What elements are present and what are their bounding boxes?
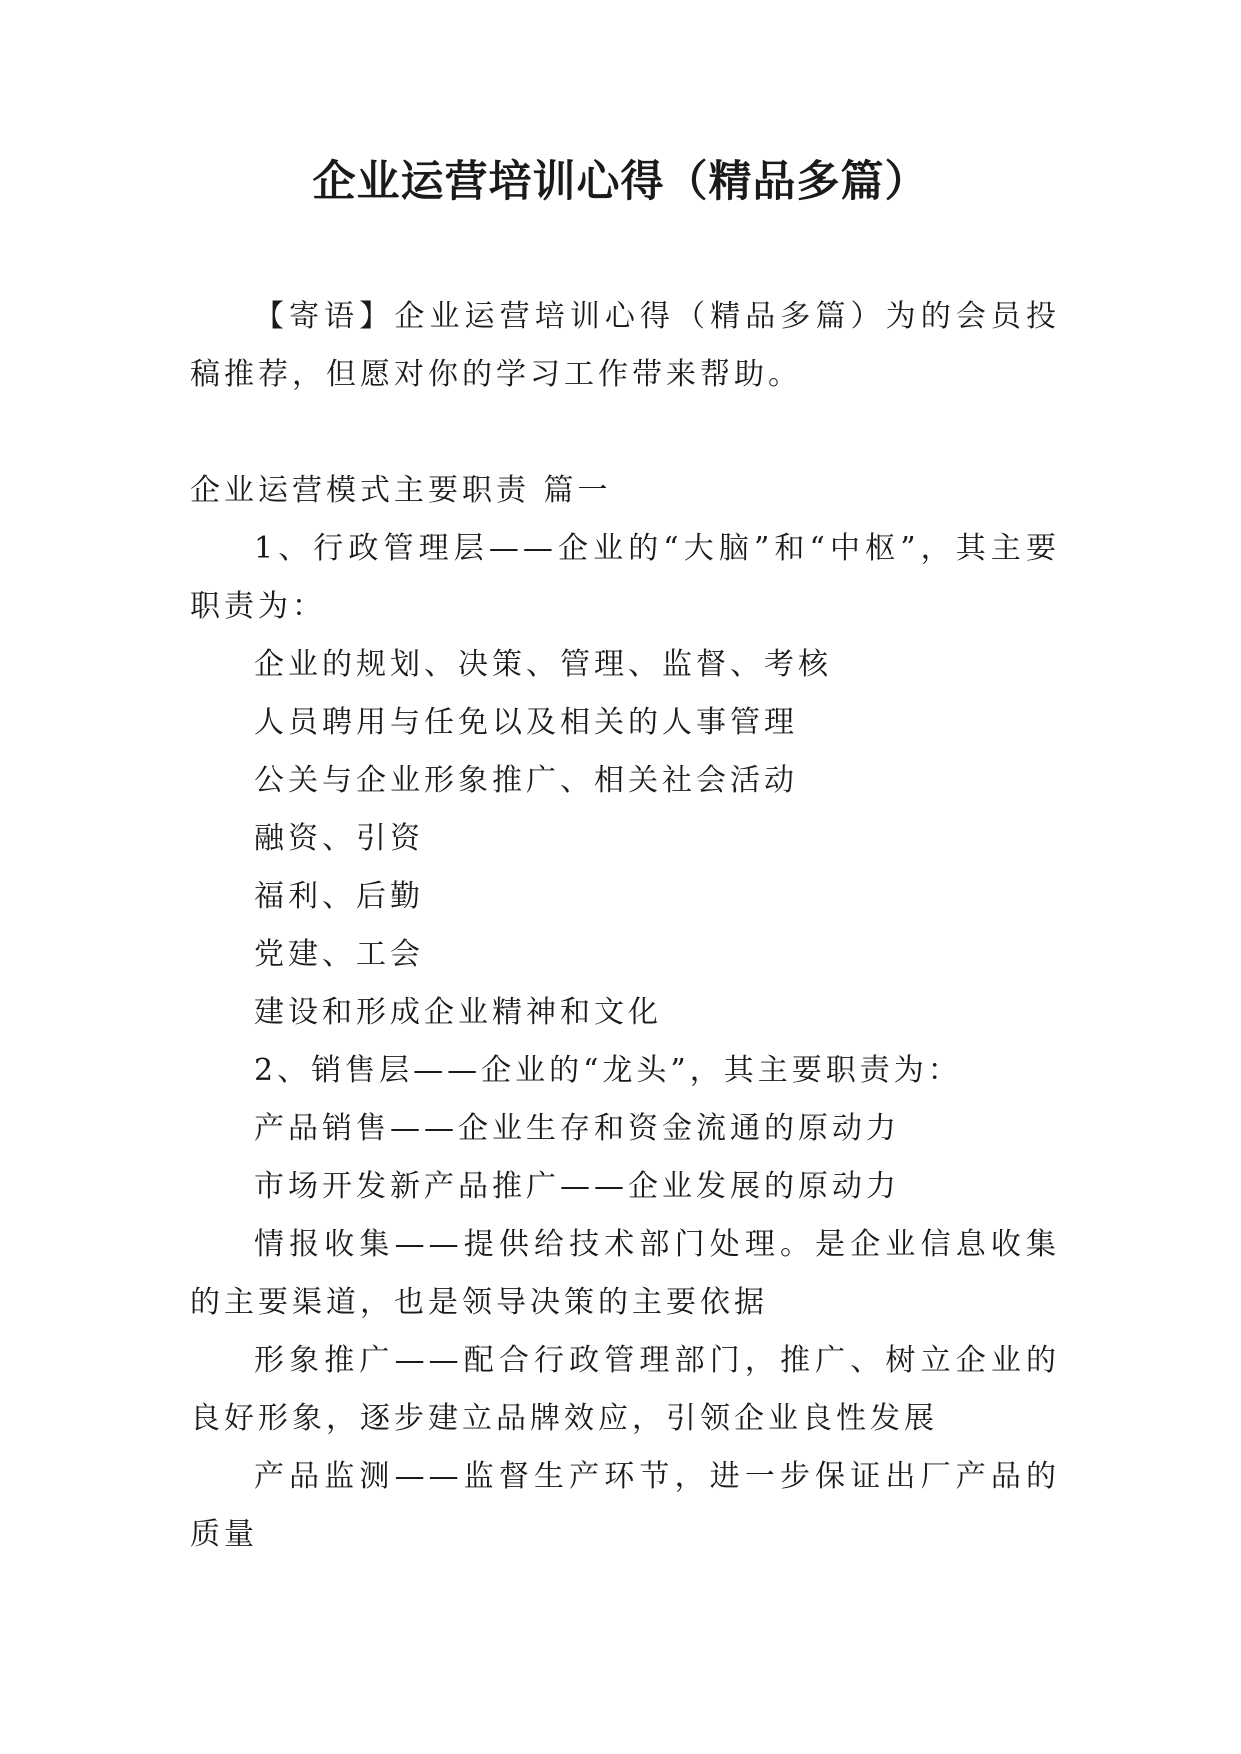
paragraph: 1、行政管理层——企业的“大脑”和“中枢”，其主要职责为： <box>190 531 1060 624</box>
document-title: 企业运营培训心得（精品多篇） <box>312 157 929 207</box>
list-item: 产品监测——监督生产环节，进一步保证出厂产品的质量 <box>190 1459 1060 1552</box>
intro-paragraph: 【寄语】企业运营培训心得（精品多篇）为的会员投稿推荐，但愿对你的学习工作带来帮助。 <box>190 299 1060 392</box>
list-item: 福利、后勤 <box>254 879 424 914</box>
list-item: 市场开发新产品推广——企业发展的原动力 <box>254 1169 900 1204</box>
document-body <box>190 288 1060 1564</box>
list-item: 建设和形成企业精神和文化 <box>254 995 662 1030</box>
section-heading: 企业运营模式主要职责 篇一 <box>190 473 612 508</box>
list-item: 公关与企业形象推广、相关社会活动 <box>254 763 798 798</box>
list-item: 人员聘用与任免以及相关的人事管理 <box>254 705 798 740</box>
list-item: 产品销售——企业生存和资金流通的原动力 <box>254 1111 900 1146</box>
list-item: 形象推广——配合行政管理部门，推广、树立企业的良好形象，逐步建立品牌效应，引领企业良性发展 <box>190 1343 1060 1436</box>
paragraph: 2、销售层——企业的“龙头”，其主要职责为： <box>254 1053 962 1088</box>
list-item: 党建、工会 <box>254 937 424 972</box>
list-item: 企业的规划、决策、管理、监督、考核 <box>254 647 832 682</box>
list-item: 融资、引资 <box>254 821 424 856</box>
list-item: 情报收集——提供给技术部门处理。是企业信息收集的主要渠道，也是领导决策的主要依据 <box>190 1227 1060 1320</box>
